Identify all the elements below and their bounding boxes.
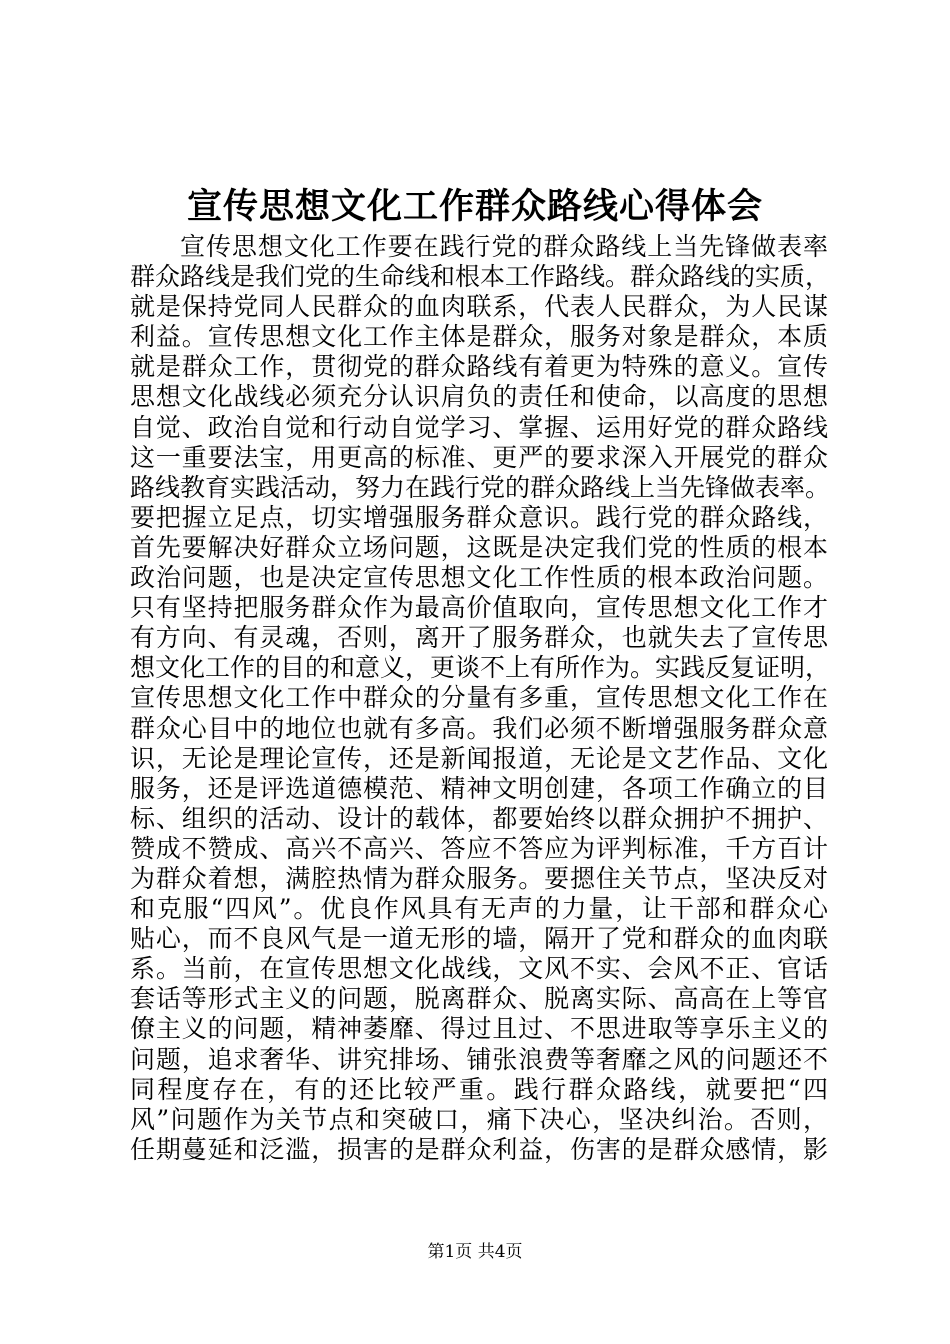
body-line: 首先要解决好群众立场问题，这既是决定我们党的性质的根本	[130, 532, 828, 562]
body-line: 群众路线是我们党的生命线和根本工作路线。群众路线的实质，	[130, 262, 831, 292]
body-line: 群众心目中的地位也就有多高。我们必须不断增强服务群众意	[130, 713, 828, 743]
body-line: 宣传思想文化工作要在践行党的群众路线上当先锋做表率	[180, 232, 828, 261]
body-line: 风”问题作为关节点和突破口，痛下决心，坚决纠治。否则，	[130, 1104, 828, 1134]
body-line: 这一重要法宝，用更高的标准、更严的要求深入开展党的群众	[130, 442, 828, 472]
body-line: 服务，还是评选道德模范、精神文明创建，各项工作确立的目	[130, 773, 828, 803]
body-line: 僚主义的问题，精神萎靡、得过且过、不思进取等享乐主义的	[130, 1014, 828, 1044]
body-line: 赞成不赞成、高兴不高兴、答应不答应为评判标准，千方百计	[130, 833, 828, 863]
body-line: 要把握立足点，切实增强服务群众意识。践行党的群众路线，	[130, 502, 828, 532]
body-line: 路线教育实践活动，努力在践行党的群众路线上当先锋做表率。	[130, 472, 831, 502]
body-line: 贴心，而不良风气是一道无形的墙，隔开了党和群众的血肉联	[130, 924, 828, 954]
body-line: 为群众着想，满腔热情为群众服务。要摁住关节点，坚决反对	[130, 863, 828, 893]
body-line: 套话等形式主义的问题，脱离群众、脱离实际、高高在上等官	[130, 984, 828, 1014]
body-line: 系。当前，在宣传思想文化战线，文风不实、会风不正、官话	[130, 954, 828, 984]
body-line: 标、组织的活动、设计的载体，都要始终以群众拥护不拥护、	[130, 803, 828, 833]
body-line: 和克服“四风”。优良作风具有无声的力量，让干部和群众心	[130, 894, 828, 924]
body-line: 任期蔓延和泛滥，损害的是群众利益，伤害的是群众感情，影	[130, 1134, 828, 1164]
body-line: 同程度存在，有的还比较严重。践行群众路线，就要把“四	[130, 1074, 828, 1104]
body-line: 问题，追求奢华、讲究排场、铺张浪费等奢靡之风的问题还不	[130, 1044, 828, 1074]
body-line: 识，无论是理论宣传，还是新闻报道，无论是文艺作品、文化	[130, 743, 828, 773]
body-line: 就是群众工作，贯彻党的群众路线有着更为特殊的意义。宣传	[130, 352, 828, 382]
document-title: 宣传思想文化工作群众路线心得体会	[186, 186, 763, 227]
body-line: 思想文化战线必须充分认识肩负的责任和使命，以高度的思想	[130, 382, 828, 412]
body-line: 自觉、政治自觉和行动自觉学习、掌握、运用好党的群众路线	[130, 412, 828, 442]
document-body	[130, 232, 831, 1165]
page-footer: 第1页 共4页	[427, 1242, 523, 1262]
body-line: 就是保持党同人民群众的血肉联系，代表人民群众，为人民谋	[130, 292, 828, 322]
body-line: 想文化工作的目的和意义，更谈不上有所作为。实践反复证明，	[130, 653, 831, 683]
body-line: 有方向、有灵魂，否则，离开了服务群众，也就失去了宣传思	[130, 623, 828, 653]
body-line: 宣传思想文化工作中群众的分量有多重，宣传思想文化工作在	[130, 683, 828, 713]
body-line: 只有坚持把服务群众作为最高价值取向，宣传思想文化工作才	[130, 593, 828, 623]
body-line: 利益。宣传思想文化工作主体是群众，服务对象是群众，本质	[130, 322, 828, 352]
body-line: 政治问题，也是决定宣传思想文化工作性质的根本政治问题。	[130, 563, 828, 593]
